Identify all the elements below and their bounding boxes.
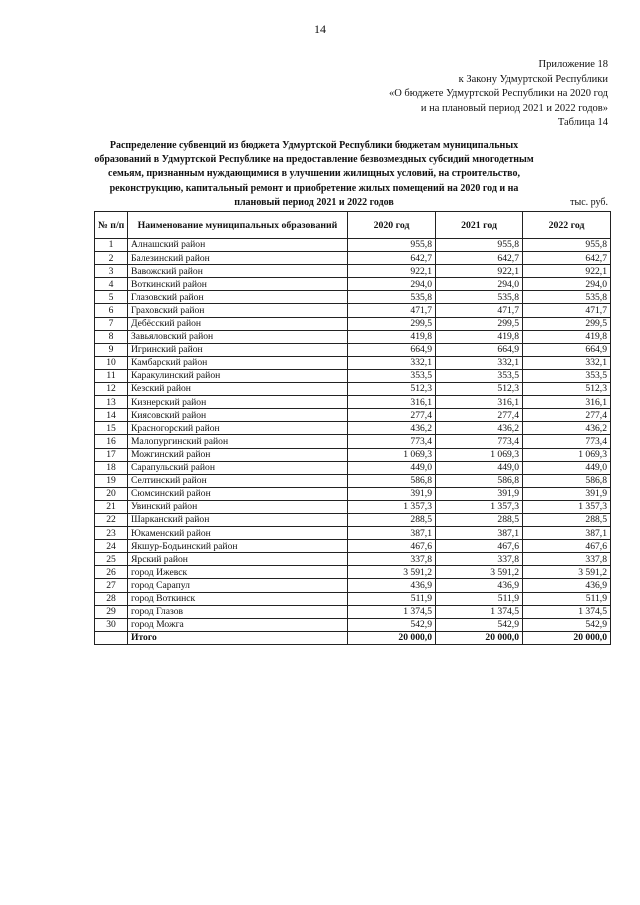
- municipality-name: Балезинский район: [128, 252, 348, 265]
- row-number: 14: [95, 409, 128, 422]
- row-number: 21: [95, 500, 128, 513]
- value-2020: 467,6: [348, 540, 436, 553]
- municipality-name: Воткинский район: [128, 278, 348, 291]
- value-2020: 436,9: [348, 579, 436, 592]
- value-2022: 773,4: [523, 435, 611, 448]
- municipality-name: Сюмсинский район: [128, 487, 348, 500]
- value-2022: 391,9: [523, 487, 611, 500]
- value-2021: 387,1: [436, 527, 523, 540]
- value-2020: 642,7: [348, 252, 436, 265]
- value-2020: 1 374,5: [348, 605, 436, 618]
- value-2021: 512,3: [436, 383, 523, 396]
- total-row: [95, 631, 611, 644]
- value-2022: 449,0: [523, 461, 611, 474]
- value-2021: 471,7: [436, 304, 523, 317]
- table-row: [95, 304, 611, 317]
- value-2021: 316,1: [436, 396, 523, 409]
- table-row: [95, 500, 611, 513]
- value-2021: 277,4: [436, 409, 523, 422]
- municipality-name: город Сарапул: [128, 579, 348, 592]
- table-row: [95, 291, 611, 304]
- value-2020: 332,1: [348, 356, 436, 369]
- table-row: [95, 579, 611, 592]
- value-2020: 542,9: [348, 618, 436, 631]
- value-2022: 511,9: [523, 592, 611, 605]
- value-2022: 471,7: [523, 304, 611, 317]
- municipality-name: Сарапульский район: [128, 461, 348, 474]
- value-2021: 922,1: [436, 265, 523, 278]
- value-2021: 3 591,2: [436, 566, 523, 579]
- table-body: [95, 239, 611, 632]
- table-number: Таблица 14: [557, 117, 608, 128]
- municipality-name: Увинский район: [128, 500, 348, 513]
- subvention-table: [94, 211, 611, 645]
- municipality-name: город Можга: [128, 618, 348, 631]
- value-2022: 299,5: [523, 317, 611, 330]
- value-2020: 511,9: [348, 592, 436, 605]
- table-row: [95, 553, 611, 566]
- value-2021: 288,5: [436, 513, 523, 526]
- municipality-name: Юкаменский район: [128, 527, 348, 540]
- row-number: 6: [95, 304, 128, 317]
- row-number: 28: [95, 592, 128, 605]
- value-2022: 955,8: [523, 239, 611, 252]
- row-number: 8: [95, 330, 128, 343]
- municipality-name: город Воткинск: [128, 592, 348, 605]
- value-2021: 436,9: [436, 579, 523, 592]
- value-2021: 353,5: [436, 369, 523, 382]
- value-2020: 449,0: [348, 461, 436, 474]
- municipality-name: Глазовский район: [128, 291, 348, 304]
- col-header-2022: 2022 год: [523, 212, 611, 239]
- value-2021: 299,5: [436, 317, 523, 330]
- table-row: [95, 409, 611, 422]
- units-label: тыс. руб.: [570, 197, 608, 208]
- document-title: Распределение субвенций из бюджета Удмуртской Республики бюджетам муниципальных образований в Удмуртской Республике на предоставление безвозмездных субсидий многодетным семьям, признанным нуждающимися в улучшении жилищных условий, на строительство, реконструкцию, капитальный ремонт и приобретение жилых помещений на 2020 год и на плановый период 2021 и 2022 годов: [94, 140, 534, 208]
- value-2022: 332,1: [523, 356, 611, 369]
- total-2022: 20 000,0: [523, 631, 611, 644]
- appendix-line-3: «О бюджете Удмуртской Республики на 2020 год: [388, 88, 608, 99]
- row-number: 13: [95, 396, 128, 409]
- municipality-name: Красногорский район: [128, 422, 348, 435]
- row-number: 15: [95, 422, 128, 435]
- row-number: 20: [95, 487, 128, 500]
- appendix-line-2: к Закону Удмуртской Республики: [458, 73, 608, 85]
- table-row: [95, 618, 611, 631]
- municipality-name: город Ижевск: [128, 566, 348, 579]
- page-number: 14: [314, 22, 326, 36]
- value-2021: 391,9: [436, 487, 523, 500]
- value-2021: 449,0: [436, 461, 523, 474]
- table-row: [95, 356, 611, 369]
- row-number: 24: [95, 540, 128, 553]
- value-2022: 922,1: [523, 265, 611, 278]
- municipality-name: Игринский район: [128, 343, 348, 356]
- value-2021: 467,6: [436, 540, 523, 553]
- value-2020: 922,1: [348, 265, 436, 278]
- table-row: [95, 540, 611, 553]
- col-header-num: № п/п: [95, 212, 128, 239]
- value-2021: 337,8: [436, 553, 523, 566]
- value-2020: 586,8: [348, 474, 436, 487]
- value-2020: 535,8: [348, 291, 436, 304]
- value-2022: 337,8: [523, 553, 611, 566]
- municipality-name: Малопургинский район: [128, 435, 348, 448]
- table-row: [95, 513, 611, 526]
- value-2020: 353,5: [348, 369, 436, 382]
- municipality-name: Завьяловский район: [128, 330, 348, 343]
- value-2022: 436,9: [523, 579, 611, 592]
- table-row: [95, 435, 611, 448]
- total-num-cell: [95, 631, 128, 644]
- table-row: [95, 396, 611, 409]
- row-number: 25: [95, 553, 128, 566]
- table-row: [95, 566, 611, 579]
- municipality-name: Шарканский район: [128, 513, 348, 526]
- value-2020: 299,5: [348, 317, 436, 330]
- col-header-2020: 2020 год: [348, 212, 436, 239]
- table-header-row: [95, 212, 611, 239]
- table-row: [95, 422, 611, 435]
- value-2022: 512,3: [523, 383, 611, 396]
- table-row: [95, 474, 611, 487]
- row-number: 4: [95, 278, 128, 291]
- municipality-name: Граховский район: [128, 304, 348, 317]
- value-2022: 642,7: [523, 252, 611, 265]
- row-number: 19: [95, 474, 128, 487]
- value-2020: 316,1: [348, 396, 436, 409]
- row-number: 26: [95, 566, 128, 579]
- row-number: 2: [95, 252, 128, 265]
- row-number: 11: [95, 369, 128, 382]
- value-2022: 387,1: [523, 527, 611, 540]
- value-2022: 467,6: [523, 540, 611, 553]
- value-2020: 337,8: [348, 553, 436, 566]
- value-2021: 955,8: [436, 239, 523, 252]
- table-row: [95, 265, 611, 278]
- value-2020: 512,3: [348, 383, 436, 396]
- value-2022: 294,0: [523, 278, 611, 291]
- value-2021: 332,1: [436, 356, 523, 369]
- municipality-name: Кезский район: [128, 383, 348, 396]
- appendix-line-4: и на плановый период 2021 и 2022 годов»: [420, 102, 608, 114]
- value-2022: 542,9: [523, 618, 611, 631]
- table-row: [95, 527, 611, 540]
- value-2021: 436,2: [436, 422, 523, 435]
- row-number: 5: [95, 291, 128, 304]
- value-2022: 277,4: [523, 409, 611, 422]
- appendix-line-1: Приложение 18: [538, 59, 608, 70]
- value-2021: 1 374,5: [436, 605, 523, 618]
- value-2020: 773,4: [348, 435, 436, 448]
- value-2020: 419,8: [348, 330, 436, 343]
- col-header-2021: 2021 год: [436, 212, 523, 239]
- row-number: 16: [95, 435, 128, 448]
- table-row: [95, 278, 611, 291]
- table-row: [95, 239, 611, 252]
- row-number: 10: [95, 356, 128, 369]
- value-2022: 586,8: [523, 474, 611, 487]
- table-row: [95, 383, 611, 396]
- table-row: [95, 461, 611, 474]
- table-row: [95, 487, 611, 500]
- value-2022: 535,8: [523, 291, 611, 304]
- row-number: 30: [95, 618, 128, 631]
- value-2022: 288,5: [523, 513, 611, 526]
- table-row: [95, 369, 611, 382]
- table-row: [95, 317, 611, 330]
- table-row: [95, 448, 611, 461]
- municipality-name: Якшур-Бодьинский район: [128, 540, 348, 553]
- value-2022: 436,2: [523, 422, 611, 435]
- value-2022: 664,9: [523, 343, 611, 356]
- municipality-name: Киясовский район: [128, 409, 348, 422]
- value-2020: 3 591,2: [348, 566, 436, 579]
- value-2021: 586,8: [436, 474, 523, 487]
- value-2020: 294,0: [348, 278, 436, 291]
- value-2020: 1 357,3: [348, 500, 436, 513]
- value-2021: 535,8: [436, 291, 523, 304]
- value-2022: 316,1: [523, 396, 611, 409]
- col-header-name: Наименование муниципальных образований: [128, 212, 348, 239]
- municipality-name: Дебёсский район: [128, 317, 348, 330]
- value-2022: 3 591,2: [523, 566, 611, 579]
- value-2020: 471,7: [348, 304, 436, 317]
- row-number: 1: [95, 239, 128, 252]
- value-2022: 1 357,3: [523, 500, 611, 513]
- row-number: 9: [95, 343, 128, 356]
- table-row: [95, 330, 611, 343]
- row-number: 23: [95, 527, 128, 540]
- municipality-name: город Глазов: [128, 605, 348, 618]
- value-2021: 511,9: [436, 592, 523, 605]
- value-2020: 1 069,3: [348, 448, 436, 461]
- municipality-name: Алнашский район: [128, 239, 348, 252]
- row-number: 29: [95, 605, 128, 618]
- value-2020: 391,9: [348, 487, 436, 500]
- value-2022: 353,5: [523, 369, 611, 382]
- municipality-name: Вавожский район: [128, 265, 348, 278]
- value-2020: 277,4: [348, 409, 436, 422]
- appendix-header: [389, 58, 608, 131]
- municipality-name: Ярский район: [128, 553, 348, 566]
- value-2022: 1 069,3: [523, 448, 611, 461]
- total-label: Итого: [128, 631, 348, 644]
- table-row: [95, 605, 611, 618]
- value-2021: 773,4: [436, 435, 523, 448]
- row-number: 17: [95, 448, 128, 461]
- value-2020: 436,2: [348, 422, 436, 435]
- table-row: [95, 343, 611, 356]
- value-2022: 419,8: [523, 330, 611, 343]
- row-number: 27: [95, 579, 128, 592]
- table-row: [95, 252, 611, 265]
- value-2020: 387,1: [348, 527, 436, 540]
- row-number: 18: [95, 461, 128, 474]
- value-2020: 664,9: [348, 343, 436, 356]
- municipality-name: Кизнерский район: [128, 396, 348, 409]
- row-number: 22: [95, 513, 128, 526]
- value-2020: 955,8: [348, 239, 436, 252]
- row-number: 12: [95, 383, 128, 396]
- value-2021: 542,9: [436, 618, 523, 631]
- value-2021: 1 357,3: [436, 500, 523, 513]
- value-2021: 419,8: [436, 330, 523, 343]
- value-2021: 294,0: [436, 278, 523, 291]
- row-number: 3: [95, 265, 128, 278]
- value-2022: 1 374,5: [523, 605, 611, 618]
- municipality-name: Можгинский район: [128, 448, 348, 461]
- municipality-name: Селтинский район: [128, 474, 348, 487]
- row-number: 7: [95, 317, 128, 330]
- value-2021: 642,7: [436, 252, 523, 265]
- municipality-name: Камбарский район: [128, 356, 348, 369]
- total-2021: 20 000,0: [436, 631, 523, 644]
- value-2021: 664,9: [436, 343, 523, 356]
- value-2021: 1 069,3: [436, 448, 523, 461]
- value-2020: 288,5: [348, 513, 436, 526]
- municipality-name: Каракулинский район: [128, 369, 348, 382]
- total-2020: 20 000,0: [348, 631, 436, 644]
- table-row: [95, 592, 611, 605]
